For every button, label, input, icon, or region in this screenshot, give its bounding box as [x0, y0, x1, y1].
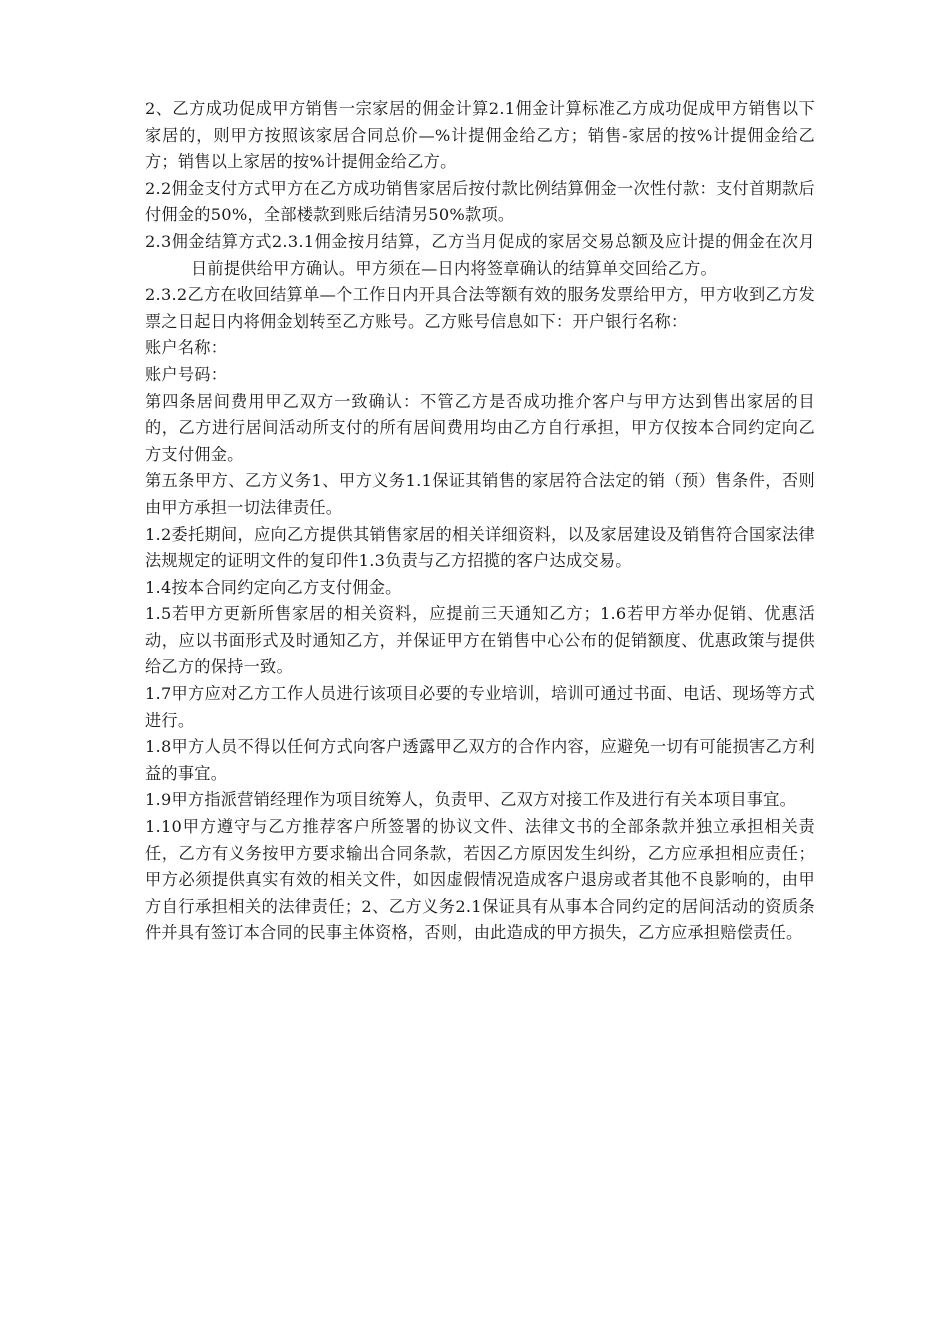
paragraph-payment-method: 2.2佣金支付方式甲方在乙方成功销售家居后按付款比例结算佣金一次性付款：支付首期款后付佣金的50%，全部楼款到账后结清另50%款项。	[145, 178, 815, 225]
paragraph-article-4: 第四条居间费用甲乙双方一致确认：不管乙方是否成功推介客户与甲方达到售出家居的目的，乙方进行居间活动所支付的所有居间费用均由乙方自行承担，甲方仅按本合同约定向乙方支付佣金。	[145, 391, 815, 464]
paragraph-1-10: 1.10甲方遵守与乙方推荐客户所签署的协议文件、法律文书的全部条款并独立承担相关责任，乙方有义务按甲方要求输出合同条款，若因乙方原因发生纠纷，乙方应承担相应责任；甲方必须提供真实有效的相关文件，如因虚假情况造成客户退房或者其他不良影响的，由甲方自行承担相关的法律责任；2、乙方义务2.1保证具有从事本合同约定的居间活动的资质条件并具有签订本合同的民事主体资格，否则，由此造成的甲方损失，乙方应承担赔偿责任。	[145, 817, 815, 943]
paragraph-1-2: 1.2委托期间，应向乙方提供其销售家居的相关详细资料，以及家居建设及销售符合国家法律法规规定的证明文件的复印件1.3负责与乙方招揽的客户达成交易。	[145, 524, 815, 571]
paragraph-1-4: 1.4按本合同约定向乙方支付佣金。	[145, 577, 402, 597]
paragraph-account-name: 账户名称：	[145, 338, 228, 358]
paragraph-account-number: 账户号码：	[145, 364, 228, 384]
paragraph-settlement-method: 2.3佣金结算方式2.3.1佣金按月结算，乙方当月促成的家居交易总额及应计提的佣金在次月日前提供给甲方确认。甲方须在—日内将签章确认的结算单交回给乙方。	[145, 231, 815, 278]
paragraph-1-9: 1.9甲方指派营销经理作为项目统筹人，负责甲、乙双方对接工作及进行有关本项目事宜。	[145, 790, 797, 810]
paragraph-1-7: 1.7甲方应对乙方工作人员进行该项目必要的专业培训，培训可通过书面、电话、现场等方式进行。	[145, 684, 815, 730]
paragraph-1-5: 1.5若甲方更新所售家居的相关资料，应提前三天通知乙方；1.6若甲方举办促销、优惠活动，应以书面形式及时通知乙方，并保证甲方在销售中心公布的促销额度、优惠政策与提供给乙方的保持一致。	[145, 604, 815, 677]
contract-body	[145, 96, 815, 947]
paragraph-commission-calc: 2、乙方成功促成甲方销售一宗家居的佣金计算2.1佣金计算标准乙方成功促成甲方销售以下家居的，则甲方按照该家居合同总价—%计提佣金给乙方；销售-家居的按%计提佣金给乙方；销售以上家居的按%计提佣金给乙方。	[145, 99, 815, 172]
paragraph-invoice: 2.3.2乙方在收回结算单—个工作日内开具合法等额有效的服务发票给甲方，甲方收到乙方发票之日起日内将佣金划转至乙方账号。乙方账号信息如下：开户银行名称：	[145, 285, 815, 331]
paragraph-1-8: 1.8甲方人员不得以任何方式向客户透露甲乙双方的合作内容，应避免一切有可能损害乙方利益的事宜。	[145, 737, 815, 783]
paragraph-article-5: 第五条甲方、乙方义务1、甲方义务1.1保证其销售的家居符合法定的销（预）售条件，否则由甲方承担一切法律责任。	[145, 471, 815, 517]
